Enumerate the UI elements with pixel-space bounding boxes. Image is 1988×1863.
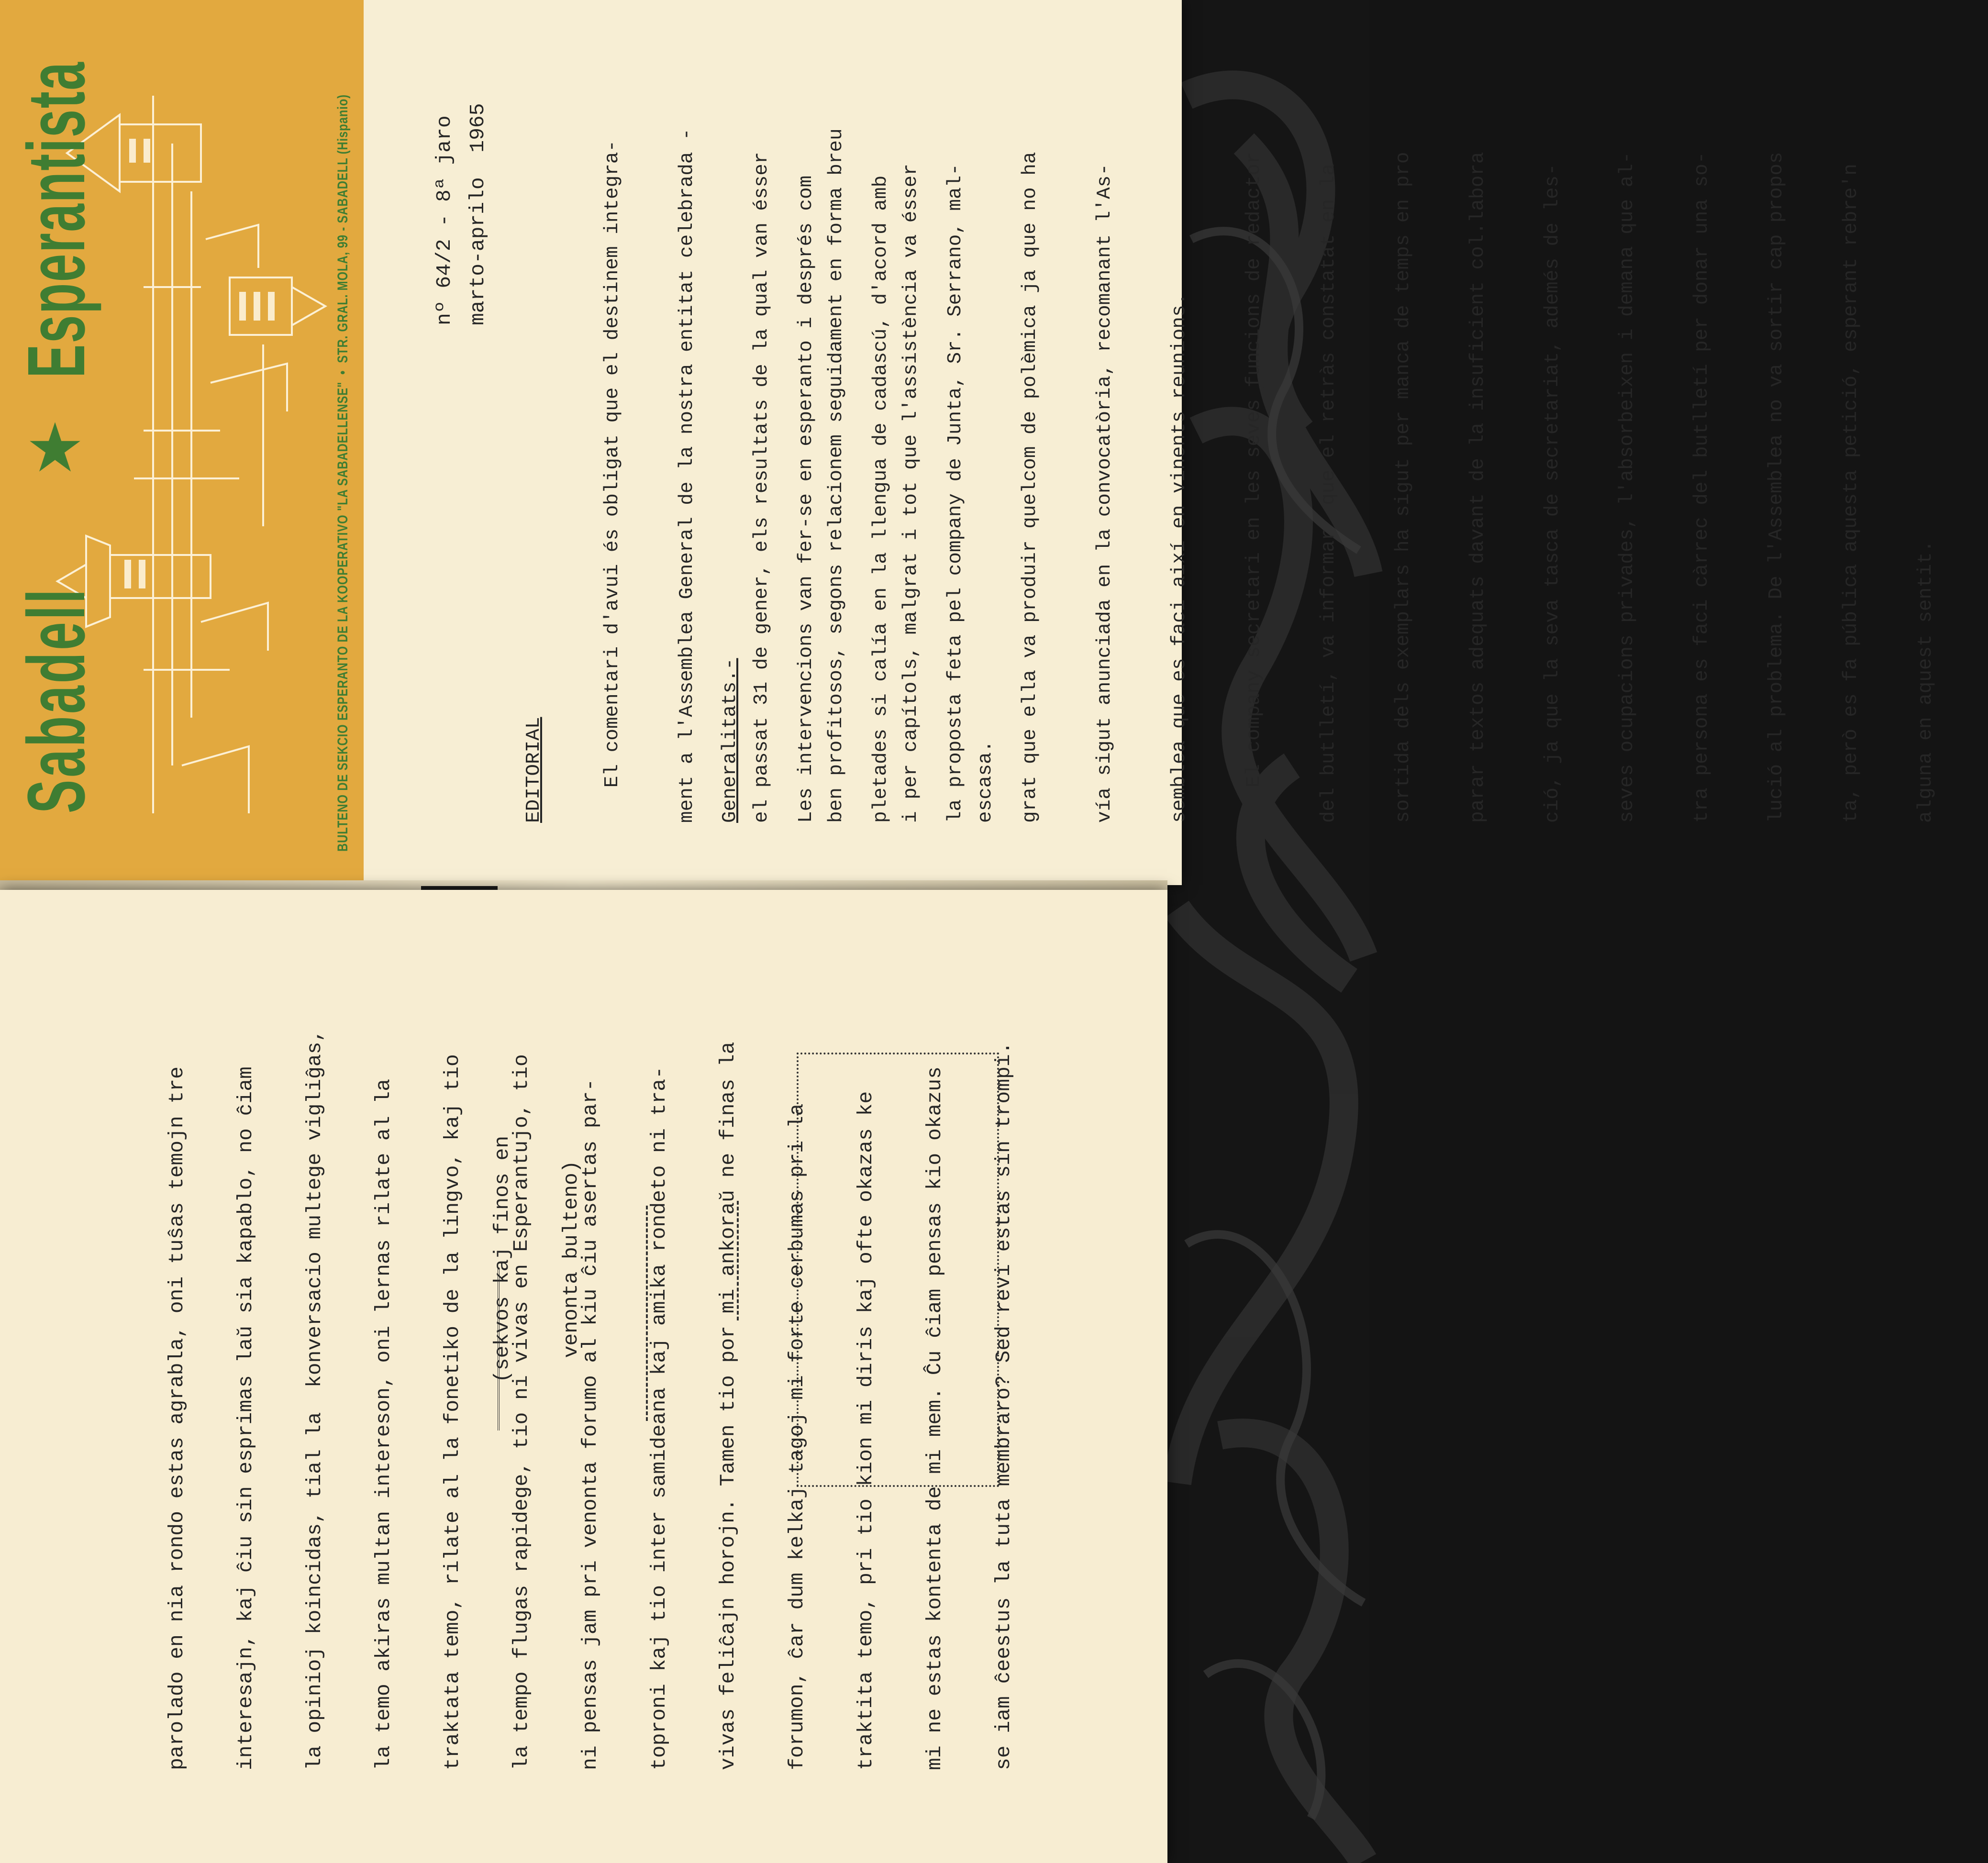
text-line: (sekvos kaj finos en <box>490 1135 514 1383</box>
text-line: traktata temo, rilate al la fonetiko de la lingvo, kaj tio <box>441 1054 464 1770</box>
text-line: sortida dels exemplars ha sigut per manca de temps en pro <box>1392 152 1414 823</box>
text-line: mi ne estas kontenta de mi mem. Ĉu ĉiam pensas kio okazus <box>923 1066 946 1770</box>
text-line: El comentari d'avui és obligat que el destinem integra- <box>601 140 623 823</box>
text-line: vía sigut anunciada en la convocatòria, recomanant l'As- <box>1094 164 1116 823</box>
text-line: El company secretari en les seves funcions de redactor <box>1243 152 1265 823</box>
text-line: i per capítols, malgrat i tot que l'assistència va ésser <box>900 164 922 823</box>
text-line: alguna en aquest sentit. <box>1915 540 1937 823</box>
text-line: Les intervencions van fer-se en esperanto i després com <box>795 175 817 823</box>
text-line: la opinioj koincidas, tial la konversacio multege vigliĝas, <box>303 1029 326 1770</box>
masthead-subtitle: BULTENO DE SEKCIO ESPERANTO DE LA KOOPERATIVO "LA SABADELLENSE" • STR. GRAL. MOLA, 99 - SABADELL (Hispanio) <box>335 94 351 852</box>
dashed-line <box>646 1206 650 1421</box>
text-line: tra persona es faci càrrec del butlletí per donar una so- <box>1691 152 1713 823</box>
masthead-band <box>0 0 364 885</box>
text-line: ció, ja que la seva tasca de secretariat, ademés de les- <box>1542 164 1564 823</box>
underline-rule <box>498 1268 502 1431</box>
title-esperantista: Esperantista <box>11 61 102 378</box>
text-line: interesajn, kaj ĉiu sin esprimas laŭ sia kapablo, no ĉiam <box>234 1066 257 1770</box>
back-page <box>0 890 1167 1863</box>
dashed-line <box>737 1201 741 1320</box>
issue-number: nº 64/2 - 8ª jaro <box>433 115 456 325</box>
text-line: se iam ĉeestus la tuta membraro? Sed revi estas sin trompi. <box>992 1042 1015 1770</box>
text-line: del butlletí, va informar que el retràs constatat en la <box>1318 164 1340 823</box>
text-line: escasa. <box>975 740 997 823</box>
continuation-note <box>445 1136 629 1383</box>
text-line: forumon, ĉar dum kelkaj tagoj mi forte cerbumas pri la <box>785 1103 809 1770</box>
text-line: la proposta feta pel company de Junta, Sr. Serrano, mal- <box>944 164 966 823</box>
text-line: toproni kaj tio inter samideana kaj amika rondeto ni tra- <box>647 1066 671 1770</box>
issue-date: marto-aprilo 1965 <box>466 103 489 325</box>
text-line: ment a l'Assemblea General de la nostra entitat celebrada - <box>676 128 698 823</box>
text-line: parar textos adequats davant de la insuficient col.labora <box>1467 152 1489 823</box>
text-line: lució al problema. De l'Assemblea no va sortir cap propos <box>1766 152 1788 823</box>
text-line: parolado en nia rondo estas agrabla, oni tuŝas temojn tre <box>165 1066 189 1770</box>
address-box <box>797 1053 999 1487</box>
generalitats-body <box>744 152 1988 823</box>
text-line: grat que ella va produir quelcom de polèmica ja que no ha <box>1019 152 1041 823</box>
text-line: traktita temo, pri tio kion mi diris kaj ofte okazas ke <box>854 1091 877 1770</box>
text-line: semblea que es faci així en vinents reunions. <box>1168 293 1190 823</box>
front-page <box>0 0 1937 885</box>
text-line: ni pensas jam pri venonta forumo al kiu ĉiu asertas par- <box>578 1078 602 1770</box>
text-line: ben profitosos, segons relacionem seguidament en forma breu <box>825 128 847 823</box>
text-line: ta, però es fa pública aquesta petició, esperant rebre'n <box>1840 164 1862 823</box>
text-line: pletades si calía en la llengua de cadascú, d'acord amb <box>870 175 892 823</box>
text-line: vivas feliĉajn horojn. Tamen tio por mi ankoraŭ ne finas la <box>716 1042 740 1770</box>
text-line: venonta bulteno) <box>559 1160 583 1358</box>
green-star-icon <box>29 421 81 474</box>
text-line: el passat 31 de gener, els resultats de la qual van ésser <box>751 152 773 823</box>
title-sabadell: Sabadell <box>11 587 102 813</box>
generalitats-heading: Generalitats.- <box>719 658 741 823</box>
text-line: la tempo flugas rapidege, tio ni vivas en Esperantujo, tio <box>510 1054 533 1770</box>
editorial-heading: EDITORIAL <box>523 717 545 823</box>
text-line: seves ocupacions privades, l'absorbeixen i demana que al- <box>1616 152 1638 823</box>
text-line: la temo akiras multan intereson, oni lernas rilate al la <box>372 1078 395 1770</box>
